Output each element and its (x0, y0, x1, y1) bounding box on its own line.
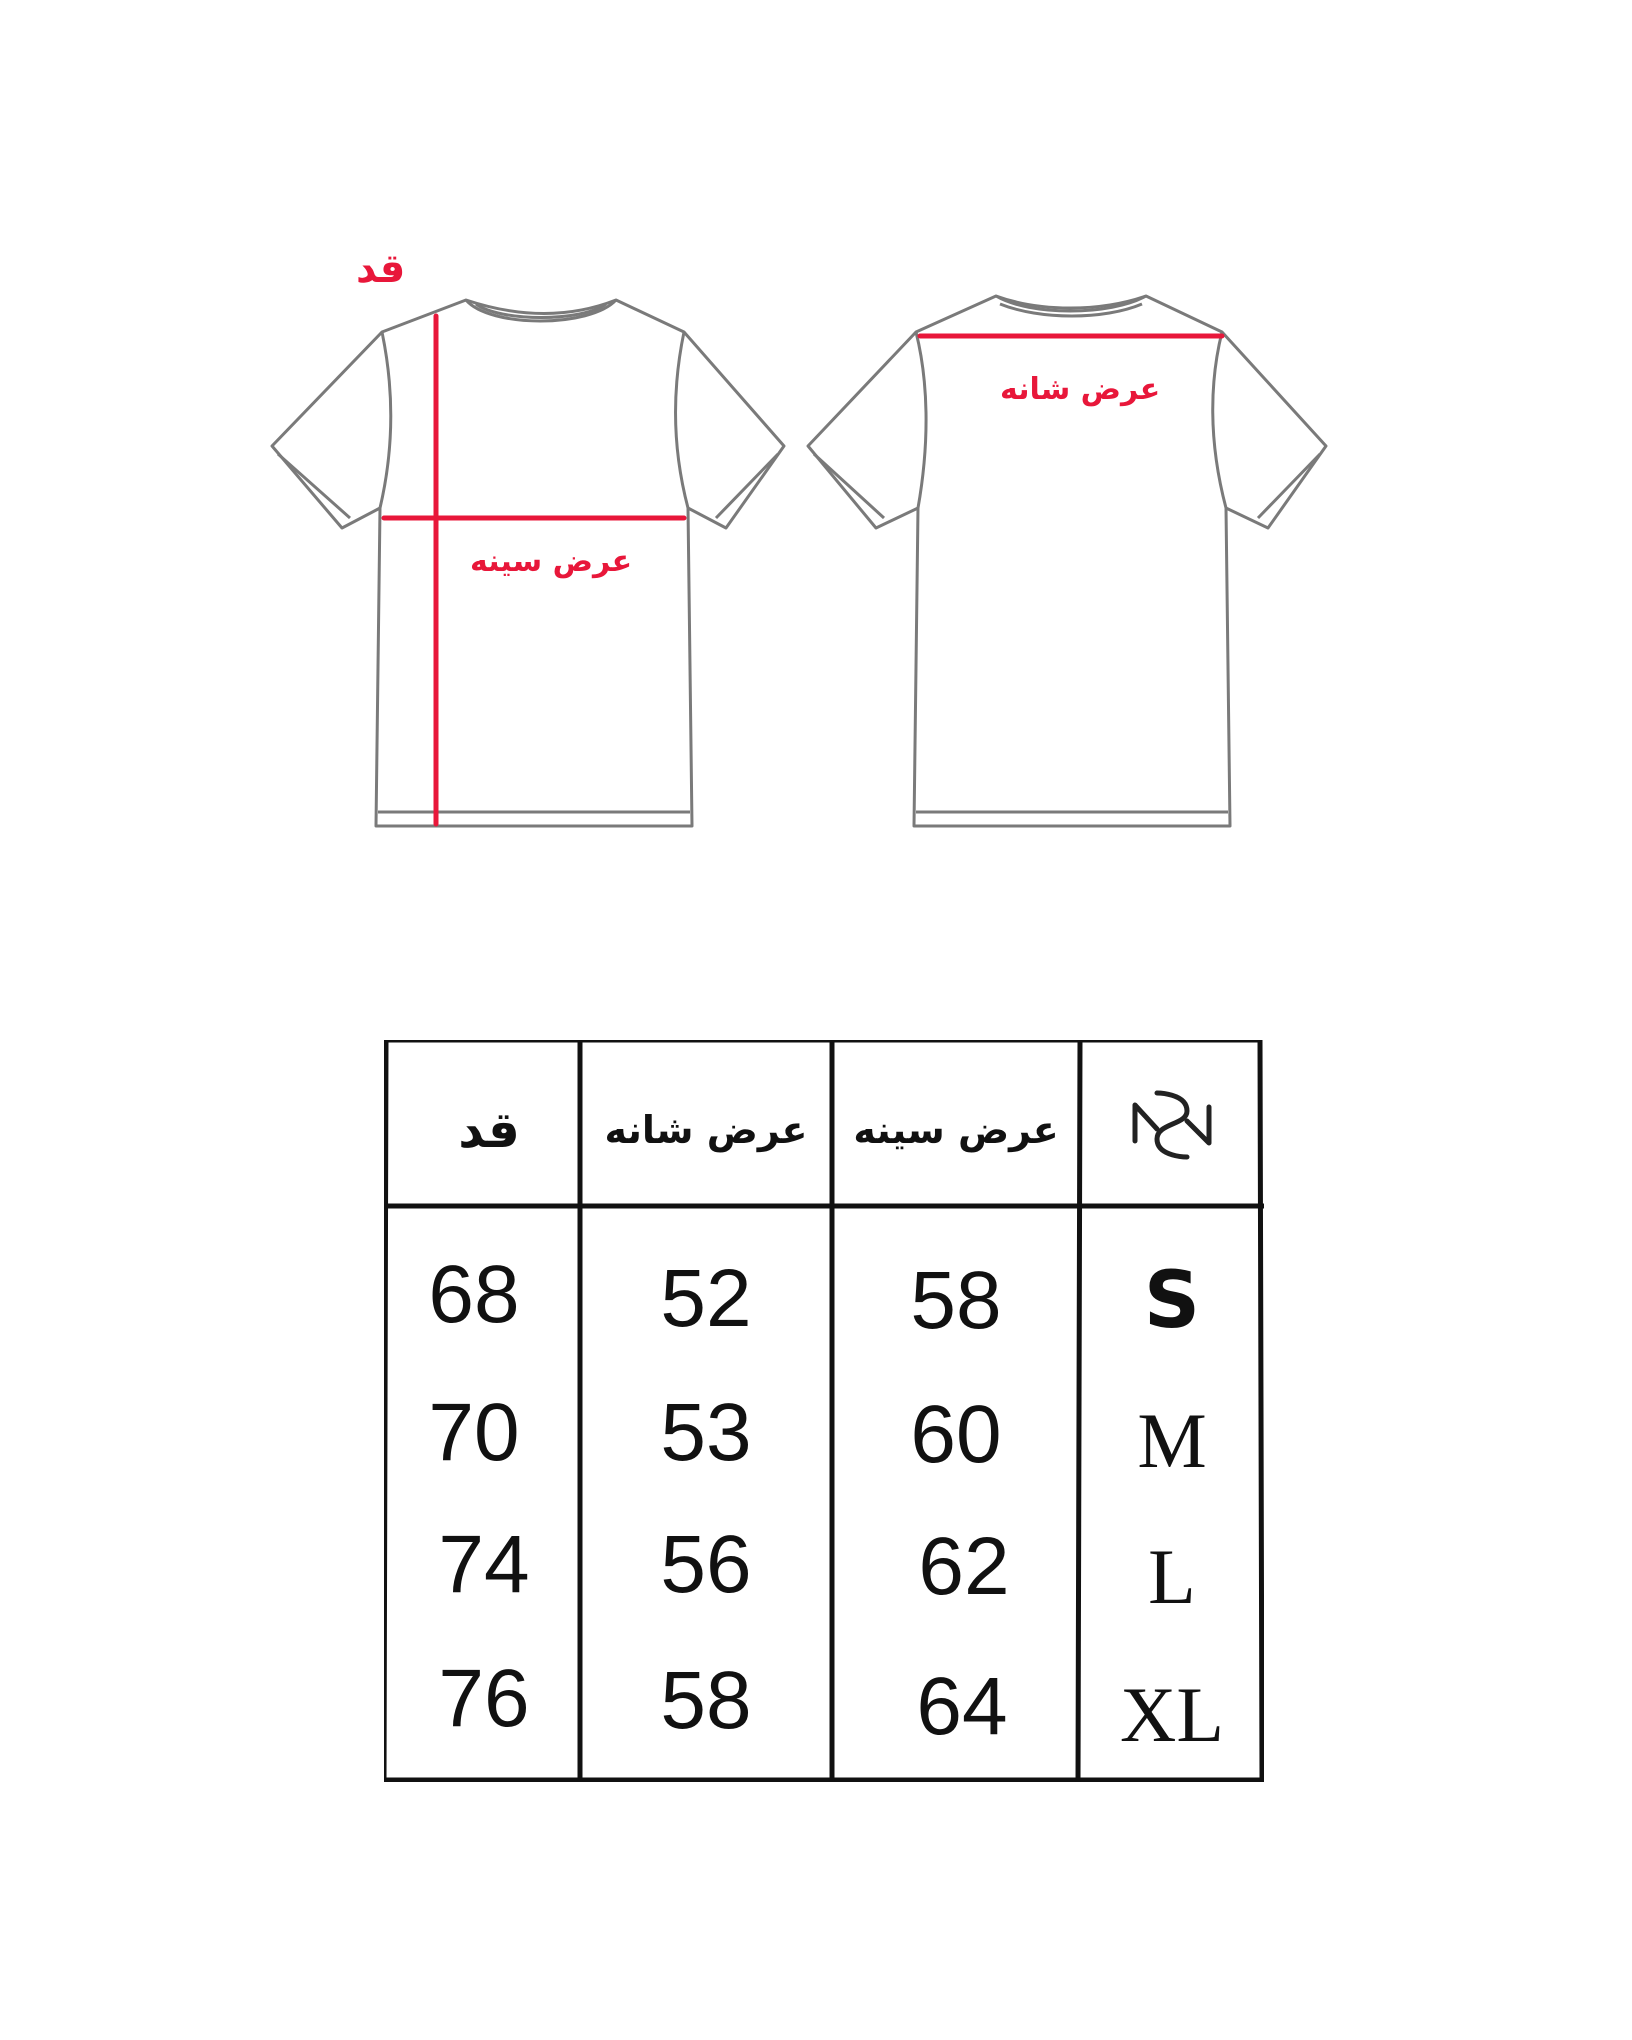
cell-chest-s: 58 (910, 1255, 1002, 1346)
tshirt-outlines (0, 0, 1632, 900)
cell-shoulder-m: 53 (660, 1387, 752, 1478)
cell-length-s: 68 (428, 1249, 520, 1340)
front-chest-label: عرض سینه (470, 544, 633, 579)
size-table (384, 1040, 1264, 1782)
cell-shoulder-l: 56 (660, 1519, 752, 1610)
cell-size-xl: XL (1120, 1671, 1224, 1758)
cell-length-xl: 76 (438, 1653, 530, 1744)
cell-shoulder-s: 52 (660, 1253, 752, 1344)
tshirt-diagram (0, 0, 1632, 900)
brand-logo-icon (1084, 1070, 1260, 1180)
cell-length-l: 74 (438, 1519, 530, 1610)
cell-size-m: M (1137, 1397, 1207, 1484)
brand-logo-svg (1127, 1085, 1217, 1165)
cell-chest-m: 60 (910, 1389, 1002, 1480)
cell-chest-l: 62 (918, 1521, 1010, 1612)
header-shoulder: عرض شانه (604, 1108, 808, 1152)
header-length: قد (458, 1101, 520, 1159)
cell-size-s: S (1143, 1256, 1201, 1346)
cell-chest-xl: 64 (916, 1661, 1008, 1752)
cell-shoulder-xl: 58 (660, 1655, 752, 1746)
header-chest: عرض سینه (853, 1108, 1059, 1152)
back-shoulder-label: عرض شانه (1000, 372, 1161, 407)
cell-size-l: L (1148, 1533, 1196, 1620)
front-length-label: قد (356, 246, 406, 292)
cell-length-m: 70 (428, 1387, 520, 1478)
